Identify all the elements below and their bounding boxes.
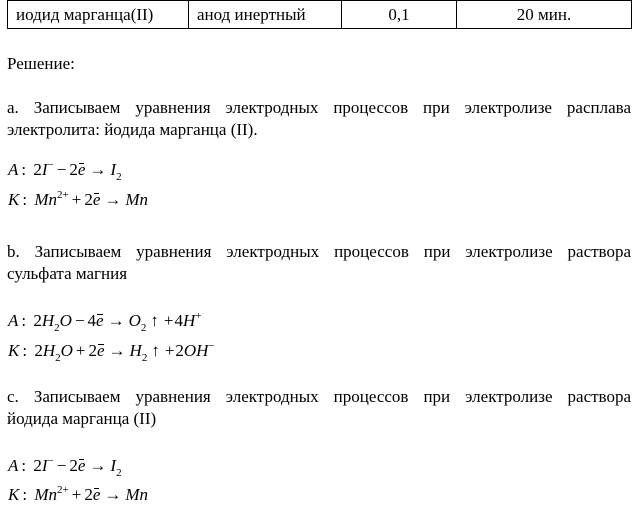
eq-subscript: 2 xyxy=(54,322,60,334)
part-c-text-line2: йодида марганца (II) xyxy=(7,409,157,428)
eq-charge: 2+ xyxy=(57,189,69,201)
eq-coefficient: 2 xyxy=(33,456,42,475)
eq-electron: e xyxy=(77,456,86,475)
equation-a-anode xyxy=(8,159,122,183)
eq-electrode-label: K xyxy=(8,190,20,209)
eq-operator: − xyxy=(74,311,85,330)
eq-coefficient: 4 xyxy=(87,311,97,330)
eq-product: Mn xyxy=(125,485,149,504)
eq-electron: e xyxy=(96,311,104,330)
eq-species: H xyxy=(42,341,56,360)
eq-subscript: 2 xyxy=(141,352,148,364)
eq-subscript: 2 xyxy=(116,171,122,183)
eq-colon: : xyxy=(21,160,27,179)
eq-species: H xyxy=(41,311,55,330)
eq-product: H xyxy=(129,341,142,360)
table-cell-substance: иодид марганца(II) xyxy=(8,1,189,29)
data-table xyxy=(7,0,632,29)
equation-a-cathode xyxy=(8,189,148,213)
eq-electrode-label: A xyxy=(8,456,19,475)
eq-colon: : xyxy=(21,311,27,330)
eq-colon: : xyxy=(22,341,28,360)
eq-coefficient: 2 xyxy=(69,456,78,475)
eq-electrode-label: K xyxy=(8,341,20,360)
part-a-text-line1: а. Записываем уравнения электродных процессов при электролизе расплава xyxy=(7,98,631,117)
eq-coefficient: 2 xyxy=(175,341,184,360)
eq-operator: − xyxy=(56,160,67,179)
eq-electron: e xyxy=(96,341,105,360)
part-c-text-line1: с. Записываем уравнения электродных процессов при электролизе раствора xyxy=(7,387,631,406)
eq-product: O xyxy=(128,311,141,330)
eq-electron: e xyxy=(77,160,86,179)
eq-product: I xyxy=(110,456,117,475)
eq-operator: + xyxy=(75,341,86,360)
eq-arrow: → xyxy=(104,485,122,504)
equation-b-anode xyxy=(8,310,201,334)
gas-arrow-icon: ↑ xyxy=(151,341,160,360)
eq-arrow: → xyxy=(108,341,126,360)
eq-electrode-label: A xyxy=(8,311,19,330)
eq-arrow: → xyxy=(89,456,107,475)
gas-arrow-icon: ↑ xyxy=(150,311,159,330)
eq-subscript: 2 xyxy=(116,467,122,479)
eq-subscript: 2 xyxy=(55,352,61,364)
eq-coefficient: 2 xyxy=(34,341,43,360)
eq-coefficient: 2 xyxy=(69,160,78,179)
eq-operator: + xyxy=(71,190,82,209)
eq-electrode-label: A xyxy=(8,160,19,179)
eq-coefficient: 2 xyxy=(33,311,42,330)
equation-b-cathode xyxy=(8,340,215,364)
part-b-text-line1: b. Записываем уравнения электродных процессов при электролизе раствора xyxy=(7,242,631,261)
eq-coefficient: 2 xyxy=(33,160,42,179)
eq-coefficient: 2 xyxy=(88,341,97,360)
eq-arrow: → xyxy=(107,311,125,330)
eq-species: I xyxy=(41,160,48,179)
table-cell-anode: анод инертный xyxy=(189,1,342,29)
eq-operator: + xyxy=(71,485,82,504)
solution-label: Решение: xyxy=(7,54,75,73)
eq-charge: − xyxy=(208,340,215,352)
eq-operator: + xyxy=(163,311,174,330)
eq-product: Mn xyxy=(125,190,149,209)
eq-coefficient: 2 xyxy=(84,190,93,209)
eq-colon: : xyxy=(22,485,28,504)
equation-c-cathode xyxy=(8,484,148,508)
eq-product: H xyxy=(182,311,196,330)
eq-coefficient: 2 xyxy=(84,485,93,504)
eq-arrow: → xyxy=(89,160,107,179)
table-cell-concentration: 0,1 xyxy=(342,1,457,29)
equation-c-anode xyxy=(8,455,122,479)
eq-electrode-label: K xyxy=(8,485,20,504)
eq-species: O xyxy=(59,311,72,330)
eq-operator: − xyxy=(56,456,67,475)
eq-species: Mn xyxy=(34,190,57,209)
eq-subscript: 2 xyxy=(140,322,147,334)
eq-species: I xyxy=(41,456,48,475)
eq-product: OH xyxy=(183,341,209,360)
eq-colon: : xyxy=(21,456,27,475)
eq-arrow: → xyxy=(104,190,122,209)
eq-charge: − xyxy=(47,159,54,171)
eq-charge: + xyxy=(195,310,202,322)
eq-colon: : xyxy=(22,190,28,209)
table-cell-time: 20 мин. xyxy=(457,1,632,29)
eq-coefficient: 4 xyxy=(174,311,183,330)
eq-species: Mn xyxy=(34,485,57,504)
eq-product: I xyxy=(110,160,117,179)
table-row xyxy=(8,1,632,29)
eq-species: O xyxy=(60,341,73,360)
part-b-text-line2: сульфата магния xyxy=(7,264,128,283)
eq-electron: e xyxy=(92,190,101,209)
eq-charge: − xyxy=(47,455,54,467)
eq-electron: e xyxy=(92,485,101,504)
eq-charge: 2+ xyxy=(57,484,69,496)
eq-operator: + xyxy=(164,341,175,360)
part-a-text-line2: электролита: йодида марганца (II). xyxy=(7,120,258,139)
